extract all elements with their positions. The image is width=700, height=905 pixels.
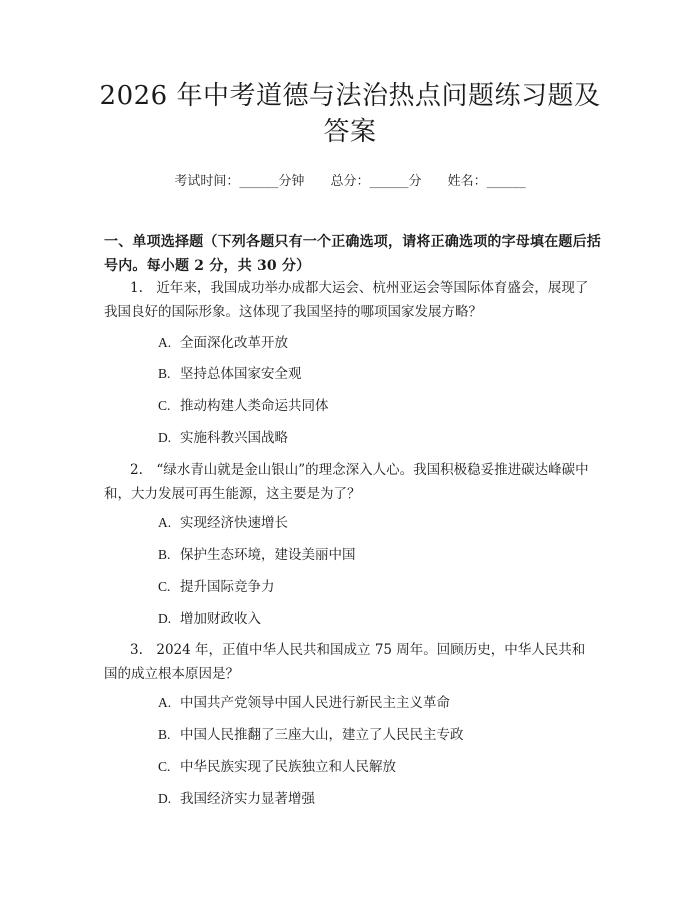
question-1-option-a (158, 333, 288, 353)
option-key: B. (158, 727, 171, 742)
question-3-stem: 3. 2024 年，正值中华人民共和国成立 75 周年。回顾历史，中华人民共和国的成立根本原因是？ (104, 642, 586, 682)
option-text: 坚持总体国家安全观 (180, 366, 302, 382)
question-2-option-a (158, 513, 288, 533)
student-name-field: 姓名：______ (447, 174, 526, 189)
question-2-option-b (158, 545, 356, 565)
option-text: 中国共产党领导中国人民进行新民主主义革命 (180, 695, 450, 711)
option-text: 实现经济快速增长 (180, 515, 288, 531)
option-key: A. (158, 695, 172, 710)
option-key: C. (158, 579, 171, 594)
option-text: 中国人民推翻了三座大山，建立了人民民主专政 (180, 727, 464, 743)
question-1-stem: 1. 近年来，我国成功举办成都大运会、杭州亚运会等国际体育盛会，展现了我国良好的国际形象。这体现了我国坚持的哪项国家发展方略？ (104, 280, 589, 320)
question-2-option-d (158, 609, 261, 629)
question-3-option-d (158, 789, 315, 809)
option-text: 增加财政收入 (180, 611, 261, 627)
section-heading-single-choice: 一、单项选择题（下列各题只有一个正确选项，请将正确选项的字母填在题后括号内。每小题 2 分，共 30 分） (104, 234, 601, 274)
question-3-option-c (158, 757, 396, 777)
exam-time-field: 考试时间：______分钟 (174, 174, 305, 189)
option-key: D. (158, 611, 172, 626)
option-key: A. (158, 335, 172, 350)
question-2-option-c (158, 577, 275, 597)
option-key: C. (158, 398, 171, 413)
option-text: 中华民族实现了民族独立和人民解放 (180, 759, 396, 775)
question-2-stem: 2. “绿水青山就是金山银山”的理念深入人心。我国积极稳妥推进碳达峰碳中和，大力发展可再生能源，这主要是为了？ (104, 462, 589, 502)
question-1-option-b (158, 364, 302, 384)
option-text: 实施科教兴国战略 (180, 430, 288, 446)
option-key: A. (158, 515, 172, 530)
question-3-option-b (158, 725, 464, 745)
option-text: 全面深化改革开放 (180, 335, 288, 351)
question-1-option-d (158, 428, 288, 448)
option-key: B. (158, 547, 171, 562)
total-score-field: 总分：______分 (330, 174, 422, 189)
option-key: D. (158, 430, 172, 445)
exam-info-row (0, 170, 700, 189)
option-key: D. (158, 791, 172, 806)
option-key: C. (158, 759, 171, 774)
question-3-option-a (158, 693, 450, 713)
option-key: B. (158, 366, 171, 381)
question-1-option-c (158, 396, 329, 416)
option-text: 保护生态环境，建设美丽中国 (180, 547, 356, 563)
option-text: 提升国际竞争力 (180, 579, 275, 595)
option-text: 推动构建人类命运共同体 (180, 398, 329, 414)
option-text: 我国经济实力显著增强 (180, 791, 315, 807)
document-title: 2026 年中考道德与法治热点问题练习题及答案 (99, 81, 601, 147)
